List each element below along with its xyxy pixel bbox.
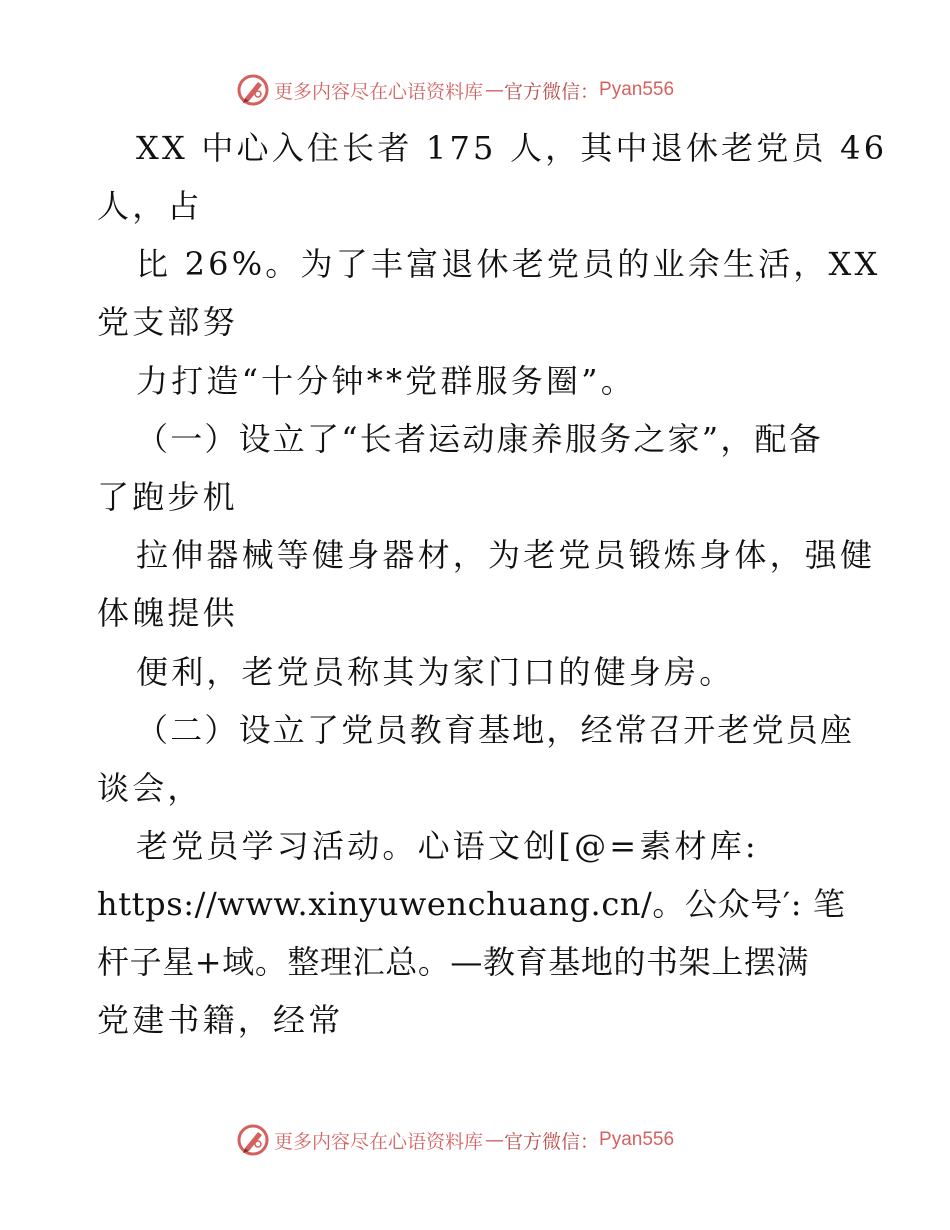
body-line: （一）设立了“长者运动康养服务之家”，配备 [136,420,823,458]
body-line: 比 26%。为了丰富退休老党员的业余生活，XX [136,245,881,283]
body-line: 体魄提供 [97,594,238,632]
banner-wechat-label: 官方微信： [504,80,600,103]
banner-dash: — [485,1129,503,1151]
body-line: 党建书籍，经常 [97,1001,344,1039]
banner-main-text: 更多内容尽在心语资料库 [274,80,484,103]
body-line: 杆子星+域。整理汇总。—教育基地的书架上摆满 [97,943,810,981]
body-line: 力打造“十分钟**党群服务圈”。 [136,362,636,400]
pen-logo-icon [236,1123,270,1157]
body-line: 人，占 [97,187,203,225]
banner-main-text: 更多内容尽在心语资料库 [274,1130,484,1153]
body-line: 老党员学习活动。心语文创[@=素材库: [136,827,759,865]
body-line: 了跑步机 [97,478,238,516]
banner-wechat-id: Pyan556 [599,1129,675,1150]
banner-wechat-label: 官方微信： [504,1130,600,1153]
body-line: 便利，老党员称其为家门口的健身房。 [136,653,735,691]
body-line: https://www.xinyuwenchuang.cn/。公众号′: 笔 [97,885,846,923]
body-line: 党支部努 [97,303,238,341]
body-line: XX 中心入住长者 175 人，其中退休老党员 46 [136,129,888,167]
banner-dash: — [485,79,503,101]
body-line: 谈会， [97,769,203,807]
footer-banner [236,1120,674,1160]
banner-wechat-id: Pyan556 [599,79,675,100]
header-banner [236,70,674,110]
body-line: （二）设立了党员教育基地，经常召开老党员座 [136,711,855,749]
pen-logo-icon [236,73,270,107]
body-line: 拉伸器械等健身器材，为老党员锻炼身体，强健 [136,536,876,574]
